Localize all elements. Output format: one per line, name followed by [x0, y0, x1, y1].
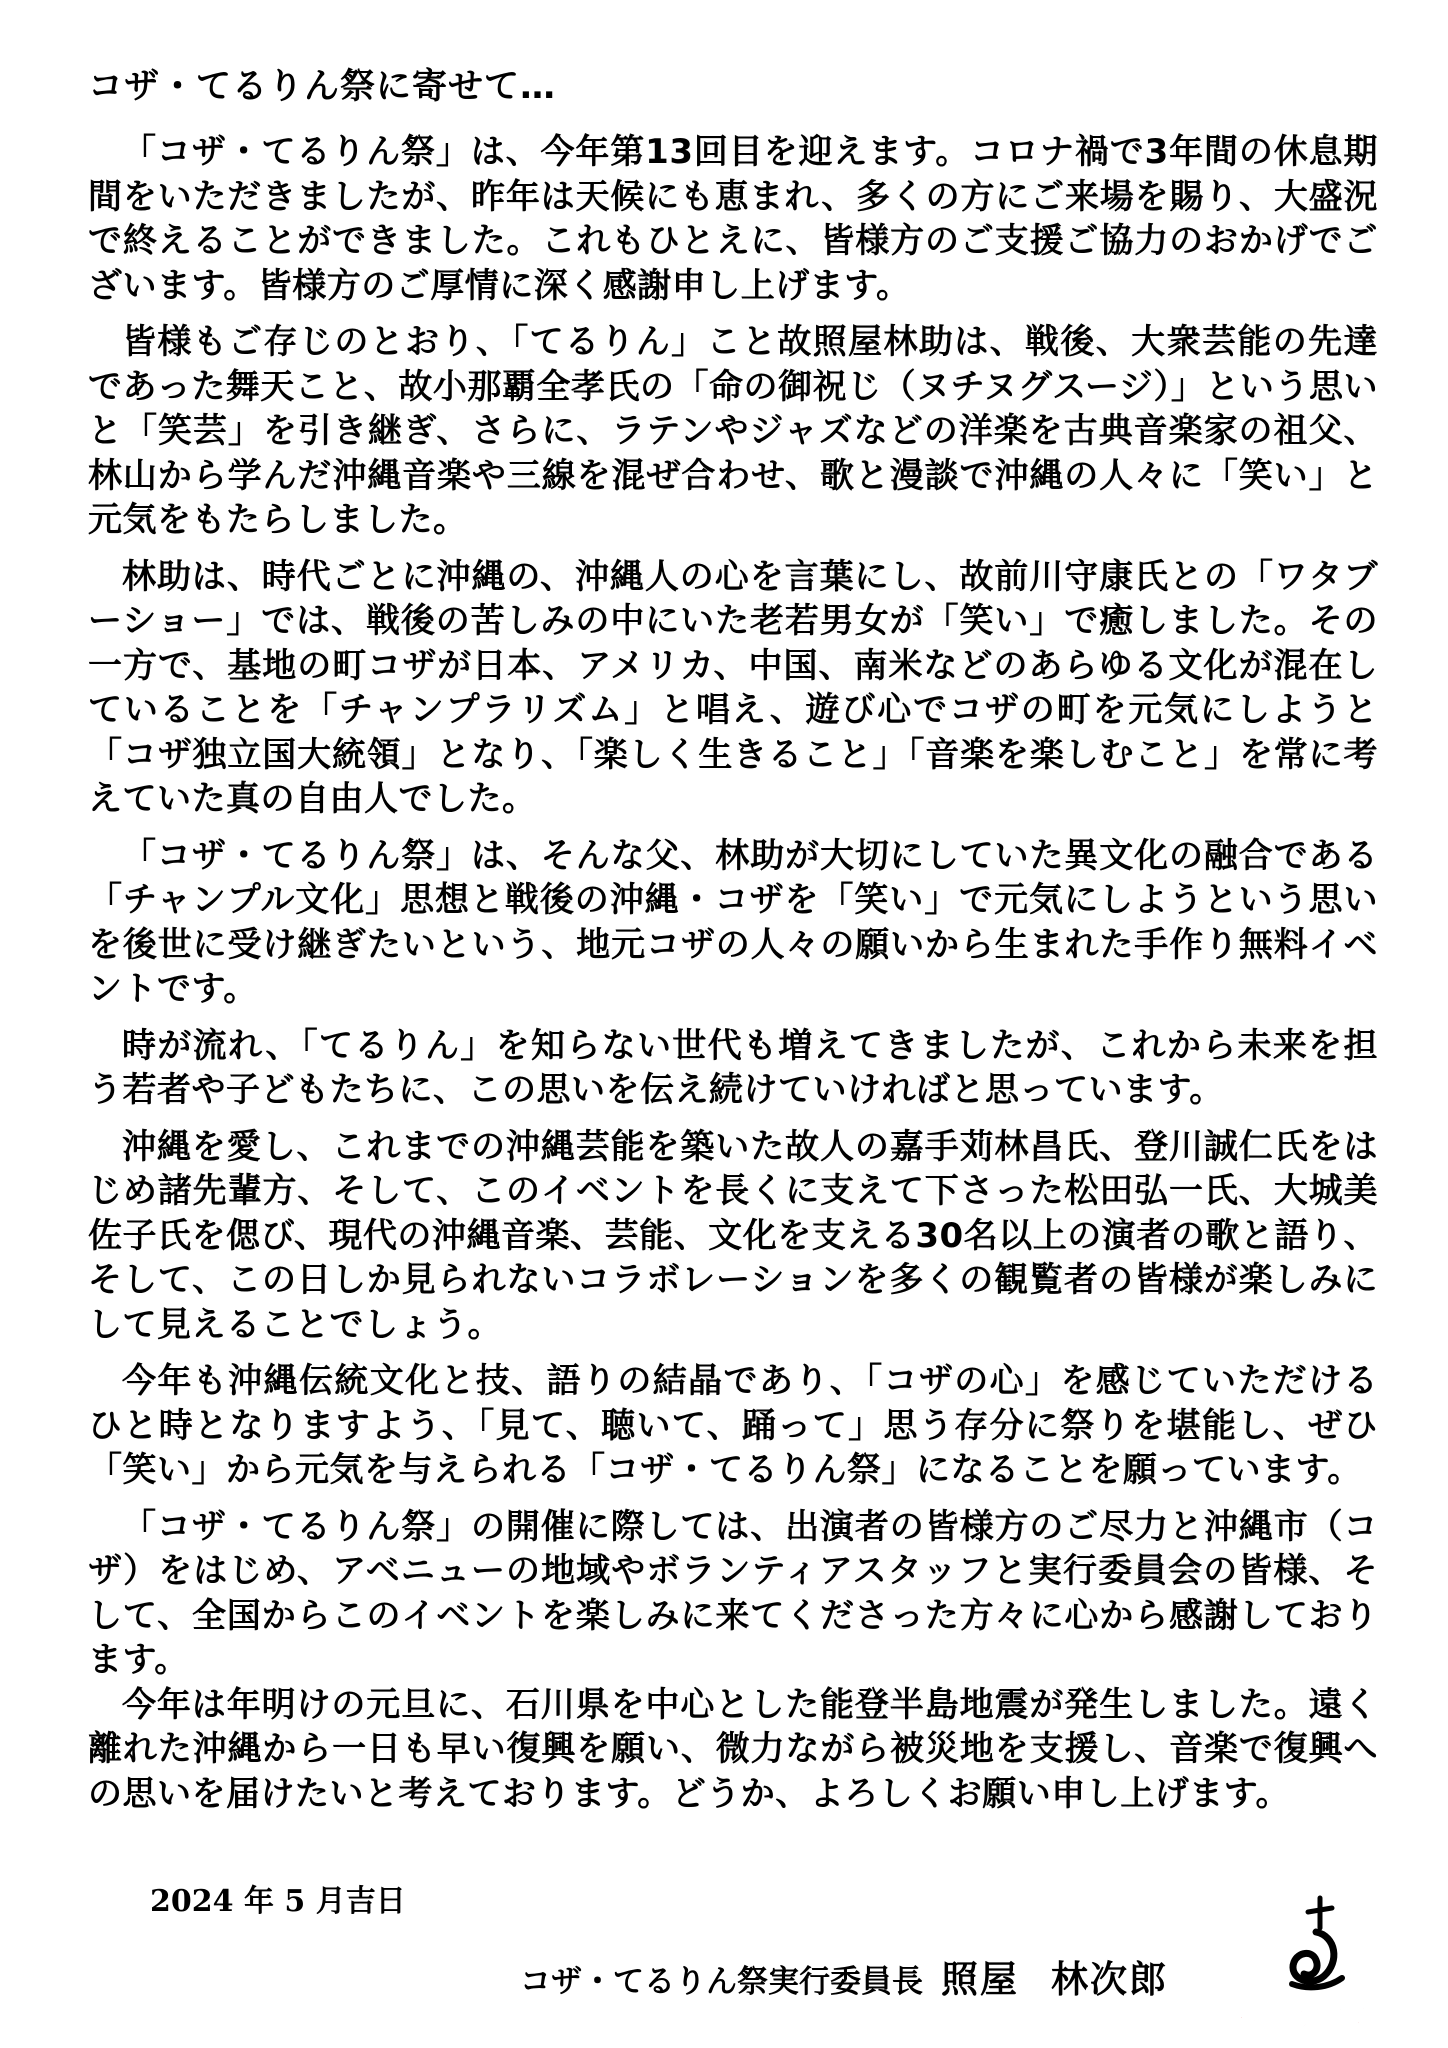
paragraph-8: 「コザ・てるりん祭」の開催に際しては、出演者の皆様方のご尽力と沖縄市（コザ）をはじめ、アベニューの地域やボランティアスタッフと実行委員会の皆様、そして、全国からこのイベントを楽しみに来てくださった方々に心から感謝しております。 — [88, 1506, 1378, 1680]
signature-organization: コザ・てるりん祭実行委員長 — [520, 1964, 923, 2000]
signature-name — [941, 1957, 1168, 2001]
paragraph-4: 「コザ・てるりん祭」は、そんな父、林助が大切にしていた異文化の融合である「チャンプル文化」思想と戦後の沖縄・コザを「笑い」で元気にしようという思いを後世に受け継ぎたいという、地元コザの人々の願いから生まれた手作り無料イベントです。 — [88, 835, 1378, 1009]
letter-title: コザ・てるりん祭に寄せて… — [88, 67, 557, 107]
signature-given-name: 林次郎 — [1051, 1957, 1168, 2001]
teruring-festival-logo — [1224, 1892, 1374, 2042]
paragraph-2: 皆様もご存じのとおり、「てるりん」こと故照屋林助は、戦後、大衆芸能の先達であった舞天こと、故小那覇全孝氏の「命の御祝じ（ヌチヌグスージ）」という思いと「笑芸」を引き継ぎ、さらに、ラテンやジャズなどの洋楽を古典音楽家の祖父、林山から学んだ沖縄音楽や三線を混ぜ合わせ、歌と漫談で沖縄の人々に「笑い」と元気をもたらしました。 — [88, 322, 1378, 540]
letter-date: 2024 年 5 月吉日 — [150, 1884, 406, 1919]
letter-body — [88, 130, 1378, 1828]
paragraph-9: 今年は年明けの元旦に、石川県を中心とした能登半島地震が発生しました。遠く離れた沖縄から一日も早い復興を願い、微力ながら被災地を支援し、音楽で復興への思いを届けたいと考えております。どうか、よろしくお願い申し上げます。 — [88, 1684, 1378, 1814]
signature-block — [520, 1957, 1168, 2009]
logo-lettering: コザてるりん祭 — [1224, 2003, 1373, 2035]
paragraph-3: 林助は、時代ごとに沖縄の、沖縄人の心を言葉にし、故前川守康氏との「ワタブーショー」では、戦後の苦しみの中にいた老若男女が「笑い」で癒しました。その一方で、基地の町コザが日本、アメリカ、中国、南米などのあらゆる文化が混在していることを「チャンプラリズム」と唱え、遊び心でコザの町を元気にしようと「コザ独立国大統領」となり、「楽しく生きること」「音楽を楽しむこと」を常に考えていた真の自由人でした。 — [88, 556, 1378, 819]
paragraph-6: 沖縄を愛し、これまでの沖縄芸能を築いた故人の嘉手苅林昌氏、登川誠仁氏をはじめ諸先輩方、そして、このイベントを長くに支えて下さった松田弘一氏、大城美佐子氏を偲び、現代の沖縄音楽、芸能、文化を支える30名以上の演者の歌と語り、そして、この日しか見られないコラボレーションを多くの観覧者の皆様が楽しみにして見えることでしょう。 — [88, 1126, 1378, 1345]
paragraph-7: 今年も沖縄伝統文化と技、語りの結晶であり、「コザの心」を感じていただけるひと時となりますよう、「見て、聴いて、踊って」思う存分に祭りを堪能し、ぜひ「笑い」から元気を与えられる「コザ・てるりん祭」になることを願っています。 — [88, 1361, 1378, 1490]
paragraph-5: 時が流れ、「てるりん」を知らない世代も増えてきましたが、これから未来を担う若者や子どもたちに、この思いを伝え続けていければと思っています。 — [88, 1025, 1378, 1110]
signature-family-name: 照屋 — [941, 1957, 1019, 2001]
paragraph-1: 「コザ・てるりん祭」は、今年第13回目を迎えます。コロナ禍で3年間の休息期間をいただきましたが、昨年は天候にも恵まれ、多くの方にご来場を賜り、大盛況で終えることができました。これもひとえに、皆様方のご支援ご協力のおかげでございます。皆様方のご厚情に深く感謝申し上げます。 — [88, 132, 1378, 306]
